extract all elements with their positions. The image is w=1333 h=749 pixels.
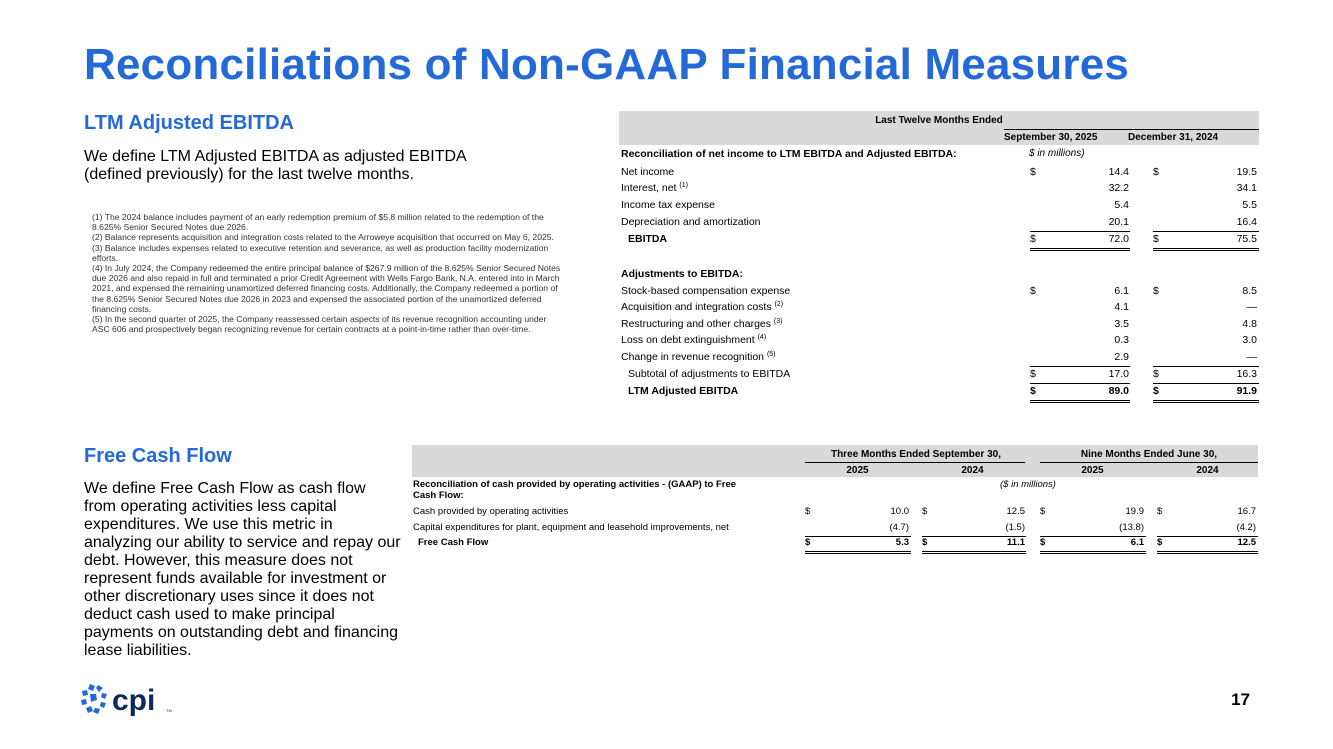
table-row <box>619 182 1259 198</box>
row-label: Free Cash Flow <box>418 537 489 548</box>
double-rule <box>805 551 911 554</box>
rule <box>1153 366 1259 367</box>
footnote-ref: (2) <box>774 301 784 308</box>
fcf-year: 2024 <box>1196 465 1219 476</box>
double-rule <box>1157 551 1258 554</box>
row-label <box>621 301 783 313</box>
fcf-group-three-months: Three Months Ended September 30, <box>830 449 1002 460</box>
value: (13.8) <box>1119 522 1144 533</box>
table-row <box>619 301 1259 317</box>
value: 19.9 <box>1125 506 1144 517</box>
fcf-group-nine-months: Nine Months Ended June 30, <box>1080 449 1218 460</box>
ltm-col-sep-2025: September 30, 2025 <box>1004 132 1098 143</box>
currency-sign: $ <box>1153 368 1159 380</box>
value-2024: 5.5 <box>1242 199 1257 211</box>
currency-sign: $ <box>1030 285 1036 297</box>
value-2024: — <box>1246 351 1257 363</box>
fcf-units: ($ in millions) <box>1000 479 1056 490</box>
row-label-text: Interest, net <box>621 182 677 194</box>
double-rule <box>1153 248 1259 251</box>
currency-sign: $ <box>1157 537 1163 548</box>
ltm-period-header: Last Twelve Months Ended <box>875 115 1003 126</box>
value-2024: 4.8 <box>1242 318 1257 330</box>
currency-sign: $ <box>1030 166 1036 178</box>
value: (4.2) <box>1236 522 1256 533</box>
table-row <box>412 506 1258 522</box>
currency-sign: $ <box>1030 233 1036 245</box>
fcf-section-line2: Cash Flow: <box>413 490 464 501</box>
currency-sign: $ <box>1040 506 1046 517</box>
row-label: EBITDA <box>628 233 668 245</box>
rule <box>805 462 1025 463</box>
value-2024: 19.5 <box>1236 166 1257 178</box>
value-2025: 6.1 <box>1114 285 1129 297</box>
table-row <box>619 233 1259 249</box>
row-label: LTM Adjusted EBITDA <box>628 385 739 397</box>
footnote-3: (3) Balance includes expenses related to executive retention and severance, as well as production facility modernization efforts. <box>92 242 549 263</box>
value-2025: 3.5 <box>1114 318 1129 330</box>
value-2025: 0.3 <box>1114 334 1129 346</box>
ltm-section2-label: Adjustments to EBITDA: <box>621 268 743 280</box>
rule <box>1030 383 1130 384</box>
value: 5.3 <box>895 537 909 548</box>
fcf-section-line1: Reconciliation of cash provided by operating activities - (GAAP) to Free <box>413 479 737 490</box>
logo-wordmark: cpi <box>112 684 156 717</box>
cpi-logo-icon <box>80 682 180 718</box>
row-label <box>621 334 766 346</box>
fcf-year: 2024 <box>961 465 984 476</box>
value: 11.1 <box>1007 537 1025 548</box>
ltm-header-rule <box>1004 129 1259 130</box>
row-label: Net income <box>621 166 675 178</box>
row-label: Capital expenditures for plant, equipment and leasehold improvements, net <box>413 522 729 533</box>
value-2025: 72.0 <box>1108 233 1129 245</box>
row-label-text: Loss on debt extinguishment <box>621 334 755 346</box>
table-row <box>619 216 1259 232</box>
row-label-text: Acquisition and integration costs <box>621 301 772 313</box>
footnote-ref: (4) <box>757 334 767 341</box>
ltm-section1-label: Reconciliation of net income to LTM EBITDA and Adjusted EBITDA: <box>621 148 957 160</box>
rule <box>1030 231 1130 232</box>
double-rule <box>1030 248 1130 251</box>
table-row <box>619 351 1259 367</box>
footnote-ref: (5) <box>766 351 776 358</box>
value: 10.0 <box>890 506 909 517</box>
ltm-section1-row <box>619 148 1259 164</box>
footnote-1: (1) The 2024 balance includes payment of an early redemption premium of $5.8 million related to the redemption of the 8.625% Senior Secured Notes due 2026. <box>92 212 544 233</box>
double-rule <box>1153 400 1259 403</box>
currency-sign: $ <box>1153 285 1159 297</box>
footnote-ref: (3) <box>773 318 783 325</box>
value-2024: — <box>1246 301 1257 313</box>
currency-sign: $ <box>922 537 928 548</box>
currency-sign: $ <box>1030 368 1036 380</box>
fcf-section-label <box>413 479 793 501</box>
currency-sign: $ <box>805 506 811 517</box>
value-2025: 5.4 <box>1114 199 1129 211</box>
value-2025: 20.1 <box>1108 216 1129 228</box>
value: (4.7) <box>889 522 909 533</box>
rule <box>1030 366 1130 367</box>
value-2025: 4.1 <box>1114 301 1129 313</box>
rule <box>1153 231 1259 232</box>
rule <box>1153 383 1259 384</box>
value-2025: 89.0 <box>1108 385 1129 397</box>
row-label-text: Change in revenue recognition <box>621 351 765 363</box>
row-label <box>621 182 688 194</box>
value: 6.1 <box>1130 537 1144 548</box>
footnote-2: (2) Balance represents acquisition and integration costs related to the Arroweye acquisition that occurred on May 6, 2025. <box>92 232 554 243</box>
ltm-heading: LTM Adjusted EBITDA <box>84 112 294 134</box>
row-label: Income tax expense <box>621 199 715 211</box>
row-label <box>621 351 776 363</box>
value: 16.7 <box>1237 506 1256 517</box>
currency-sign: $ <box>1030 385 1036 397</box>
footnote-5: (5) In the second quarter of 2025, the Company reassessed certain aspects of its revenue recognition accounting under ASC 606 and prospectively began recognizing revenue for certain contracts at a point-in-time rather than over-time. <box>92 314 547 335</box>
fcf-year: 2025 <box>1081 465 1104 476</box>
currency-sign: $ <box>1153 166 1159 178</box>
ltm-footnotes <box>92 212 562 334</box>
double-rule <box>1040 551 1146 554</box>
row-label: Stock-based compensation expense <box>621 285 791 297</box>
row-label: Depreciation and amortization <box>621 216 761 228</box>
logo-trademark: TM <box>166 708 172 713</box>
row-label: Subtotal of adjustments to EBITDA <box>628 368 791 380</box>
fcf-definition: We define Free Cash Flow as cash flow from operating activities less capital expenditures. We use this metric in analyzing our ability to service and repay our debt. However, this measure does not represent funds available for investment or other discretionary uses since it does not deduct cash used to make principal payments on outstanding debt and financing lease liabilities. <box>84 480 401 659</box>
footnote-4: (4) In July 2024, the Company redeemed the entire principal balance of $267.9 million of the 8.625% Senior Secured Notes due 2026 and also repaid in full and terminated a prior Credit Agreement with Wells Fargo Bank, N.A. entered into in March 2021, and expensed the remaining unamortized deferred financing costs. Additionally, the Company redeemed a portion of the 8.625% Senior Secured Notes due 2026 in 2023 and expensed the associated portion of the unamortized deferred financing costs. <box>92 263 561 314</box>
value-2025: 2.9 <box>1114 351 1129 363</box>
currency-sign: $ <box>1153 233 1159 245</box>
page-title: Reconciliations of Non-GAAP Financial Measures <box>84 40 1130 89</box>
currency-sign: $ <box>805 537 811 548</box>
footnote-ref: (1) <box>679 182 688 189</box>
value-2024: 8.5 <box>1242 285 1257 297</box>
row-label: Cash provided by operating activities <box>413 506 569 517</box>
cpi-logo <box>80 682 180 718</box>
value-2024: 16.4 <box>1236 216 1257 228</box>
currency-sign: $ <box>922 506 928 517</box>
value: 12.5 <box>1237 537 1256 548</box>
fcf-heading: Free Cash Flow <box>84 445 232 467</box>
table-row <box>619 285 1259 301</box>
table-row <box>619 334 1259 350</box>
page-number: 17 <box>1231 690 1250 709</box>
value-2024: 75.5 <box>1236 233 1257 245</box>
ltm-section2-row <box>619 268 1259 284</box>
double-rule <box>922 551 1026 554</box>
value-2024: 3.0 <box>1242 334 1257 346</box>
currency-sign: $ <box>1157 506 1163 517</box>
value: (1.5) <box>1005 522 1025 533</box>
value-2024: 16.3 <box>1236 368 1257 380</box>
currency-sign: $ <box>1040 537 1046 548</box>
value: 12.5 <box>1006 506 1025 517</box>
ltm-col-dec-2024: December 31, 2024 <box>1128 132 1219 143</box>
currency-sign: $ <box>1153 385 1159 397</box>
table-row <box>619 166 1259 182</box>
value-2025: 14.4 <box>1108 166 1129 178</box>
ltm-units: $ in millions) <box>1029 148 1085 159</box>
row-label <box>621 318 782 330</box>
rule <box>1040 462 1258 463</box>
row-label-text: Restructuring and other charges <box>621 318 771 330</box>
table-row <box>619 368 1259 384</box>
value-2025: 17.0 <box>1108 368 1129 380</box>
value-2024: 34.1 <box>1236 182 1257 194</box>
fcf-year: 2025 <box>846 465 869 476</box>
table-row <box>619 318 1259 334</box>
value-2025: 32.2 <box>1108 182 1129 194</box>
table-row <box>619 385 1259 401</box>
value-2024: 91.9 <box>1236 385 1257 397</box>
ltm-definition: We define LTM Adjusted EBITDA as adjusted EBITDA (defined previously) for the last twelve months. <box>84 148 466 183</box>
double-rule <box>1030 400 1130 403</box>
table-row <box>619 199 1259 215</box>
